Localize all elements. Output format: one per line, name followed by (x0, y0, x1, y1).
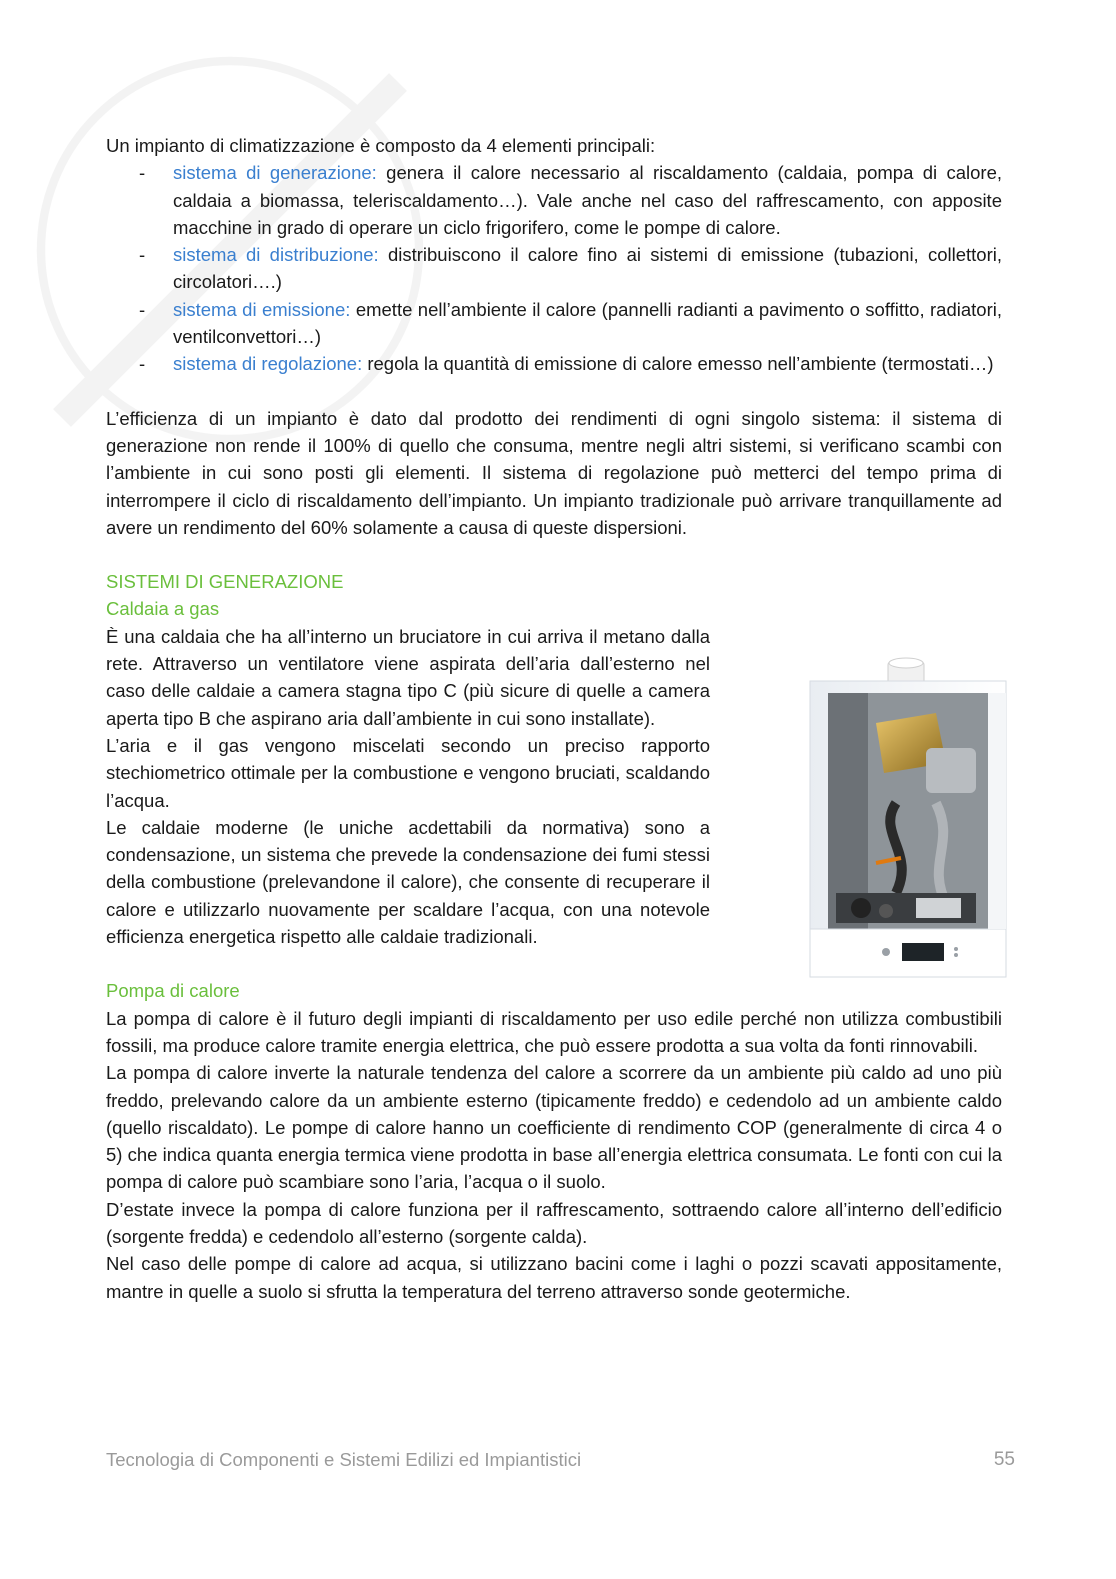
gas-boiler-paragraph: L’aria e il gas vengono miscelati secondo un preciso rapporto stechiometrico ottimale per la combustione e vengono bruciati, scaldando l’acqua. (106, 734, 710, 811)
gas-boiler-section (106, 623, 1002, 951)
intro-lead: Un impianto di climatizzazione è composto da 4 elementi principali: (106, 135, 656, 156)
list-item-text: distribuiscono il calore fino ai sistemi di emissione (tubazioni, collettori, circolatori….) (173, 244, 1002, 293)
term-regulation: sistema di regolazione: (173, 353, 363, 375)
page-number: 55 (993, 1449, 1015, 1470)
gas-boiler-paragraph: Le caldaie moderne (le uniche acdettabili da normativa) sono a condensazione, un sistema che prevede la condensazione dei fumi stessi della combustione (prelevandone il calore), che consente di recuperare il calore e utilizzarlo nuovamente per scaldare l’acqua, con una notevole efficienza energetica rispetto alle caldaie tradizionali. (106, 816, 710, 948)
list-dash: - (139, 162, 146, 184)
efficiency-paragraph: L’efficienza di un impianto è dato dal prodotto dei rendimenti di ogni singolo sistema: il sistema di generazione non rende il 100% di quello che consuma, mentre negli altri sistemi, si verificano scambi con l’ambiente in cui sono posti gli elementi. Il sistema di regolazione può metterci del tempo prima di interrompere il ciclo di riscaldamento dell’impianto. Un impianto tradizionale può arrivare tranquillamente ad avere un rendimento del 60% solamente a causa di queste dispersioni. (106, 407, 1002, 538)
heat-pump-paragraph: La pompa di calore inverte la naturale tendenza del calore a scorrere da un ambiente più caldo ad uno più freddo, prelevando calore da un ambiente esterno (tipicamente freddo) e cedendolo ad un ambiente caldo (quello riscaldato). Le pompe di calore hanno un coefficiente di rendimento COP (generalmente di circa 4 o 5) che indica quanta energia termica viene prodotta in base all’energia elettrica consumata. Le fonti con cui la pompa di calore può scambiare sono l’aria, l’acqua o il suolo. (106, 1062, 1002, 1193)
list-dash: - (139, 353, 146, 375)
list-item-text: emette nell’ambiente il calore (pannelli radianti a pavimento o soffitto, radiatori, ventilconvettori…) (173, 298, 1002, 348)
list-item (106, 296, 1002, 351)
footer-course-title: Tecnologia di Componenti e Sistemi Edilizi ed Impiantistici (106, 1449, 582, 1470)
spacer (106, 541, 1002, 568)
list-dash: - (139, 244, 146, 266)
heat-pump-paragraph: D’estate invece la pompa di calore funziona per il raffrescamento, sottraendo calore all’interno dell’edificio (sorgente fredda) e cedendolo all’esterno (sorgente calda). (106, 1198, 1002, 1247)
gas-boiler-image (806, 653, 1012, 978)
spacer (106, 378, 1002, 405)
subsection-title-heat-pump: Pompa di calore (106, 980, 240, 1002)
list-item-text: regola la quantità di emissione di calore emesso nell’ambiente (termostati…) (362, 353, 994, 375)
list-item (106, 241, 1002, 296)
list-item (106, 350, 1002, 377)
page-body (106, 132, 1002, 1305)
list-dash: - (139, 298, 146, 320)
term-distribution: sistema di distribuzione: (173, 244, 379, 266)
heat-pump-paragraph: La pompa di calore è il futuro degli impianti di riscaldamento per uso edile perché non utilizza combustibili fossili, ma produce calore tramite energia elettrica, che può essere prodotta a sua volta da fonti rinnovabili. (106, 1007, 1002, 1056)
term-generation: sistema di generazione: (173, 162, 377, 184)
subsection-title-gas-boiler: Caldaia a gas (106, 598, 220, 620)
heat-pump-paragraph: Nel caso delle pompe di calore ad acqua, si utilizzano bacini come i laghi o pozzi scavati appositamente, mantre in quelle a suolo si sfrutta la temperatura del terreno attraverso sonde geotermiche. (106, 1253, 1002, 1302)
section-title-generation: SISTEMI DI GENERAZIONE (106, 571, 344, 593)
gas-boiler-paragraph: È una caldaia che ha all’interno un bruciatore in cui arriva il metano dalla rete. Attraverso un ventilatore viene aspirata dell’aria dall’esterno nel caso delle caldaie a camera stagna tipo C (più sicure di quelle a camera aperta tipo B che aspirano aria dall’ambiente in cui sono installate). (106, 625, 710, 729)
gas-boiler-text (106, 623, 710, 951)
list-item (106, 159, 1002, 241)
systems-list (106, 159, 1002, 377)
list-item-text: genera il calore necessario al riscaldamento (caldaia, pompa di calore, caldaia a biomassa, teleriscaldamento…). Vale anche nel caso del raffrescamento, con apposite macchine in grado di operare un ciclo frigorifero, come le pompe di calore. (173, 162, 1003, 238)
term-emission: sistema di emissione: (173, 298, 351, 320)
